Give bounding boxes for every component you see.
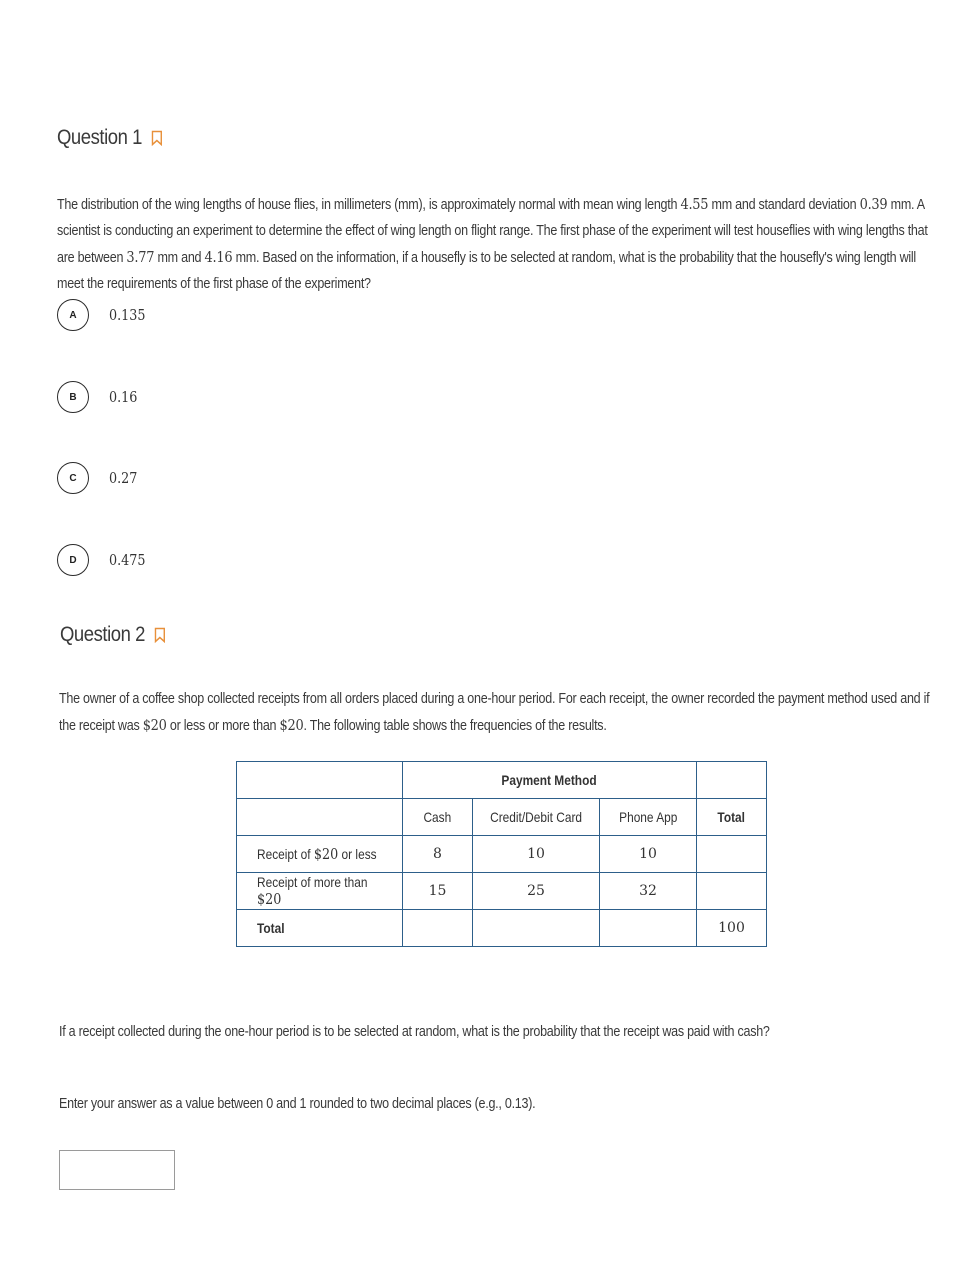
q1-sd: 0.39 (859, 195, 888, 213)
cell-value (473, 910, 600, 947)
column-header-text: Total (717, 809, 746, 825)
column-header-card (473, 799, 600, 836)
answer-instruction (59, 1091, 933, 1117)
question-2-title (60, 623, 165, 647)
question-1-title-text: Question 1 (57, 126, 142, 149)
column-header-cash (403, 799, 473, 836)
q1-text-b: mm and standard deviation (708, 197, 860, 213)
q2-intro-a: The owner of a coffee shop collected receipts from all orders placed during a one-hour period. For each receipt, the owner recorded the payment method used and if the receipt was (59, 691, 930, 734)
q2-money-2: $20 (279, 716, 304, 734)
choice-d-bubble[interactable]: D (57, 544, 89, 576)
q1-text-c: mm. A scientist is conducting an experiment to determine the effect of wing length on flight range. The first phase of the experiment will test houseflies with wing lengths that are between (57, 197, 928, 266)
q1-lower: 3.77 (126, 248, 155, 266)
q1-text-d: mm and (154, 250, 205, 266)
q2-prompt-text: If a receipt collected during the one-hour period is to be selected at random, what is the probability that the receipt was paid with cash? (59, 1024, 770, 1040)
cell-value: 32 (600, 873, 697, 910)
table-corner-cell-right (697, 762, 767, 799)
q1-upper: 4.16 (204, 248, 233, 266)
q2-intro-c: . The following table shows the frequencies of the results. (303, 718, 607, 734)
question-2-intro (59, 686, 933, 739)
group-header-text: Payment Method (501, 772, 598, 788)
q2-intro-b: or less or more than (166, 718, 280, 734)
cell-value: 10 (600, 836, 697, 873)
row-label-pre: Receipt of more than (257, 874, 368, 890)
column-header-text: Phone App (618, 809, 678, 825)
choice-c-bubble[interactable]: C (57, 462, 89, 494)
question-1-text (57, 191, 931, 297)
column-header-text: Credit/Debit Card (490, 809, 582, 825)
choice-b-bubble[interactable]: B (57, 381, 89, 413)
row-label-money: $20 (313, 845, 339, 863)
instruction-text: Enter your answer as a value between 0 and 1 rounded to two decimal places (e.g., 0.13). (59, 1096, 536, 1112)
choice-d-value: 0.475 (109, 551, 146, 569)
table-row (237, 873, 767, 910)
bookmark-icon[interactable] (154, 627, 165, 643)
row-label-pre: Receipt of (257, 846, 314, 862)
table-row (237, 836, 767, 873)
cell-value: 8 (403, 836, 473, 873)
cell-value: 10 (473, 836, 600, 873)
choice-b[interactable] (57, 381, 142, 413)
cell-value: 15 (403, 873, 473, 910)
cell-total (697, 873, 767, 910)
choice-c[interactable] (57, 462, 142, 494)
table-total-row (237, 910, 767, 947)
table-header-blank (237, 799, 403, 836)
row-label-text: Total (257, 920, 285, 936)
question-2-prompt (59, 1019, 933, 1045)
cell-value (600, 910, 697, 947)
choice-a-value: 0.135 (109, 306, 146, 324)
question-1-title (57, 126, 162, 150)
q2-money-1: $20 (142, 716, 167, 734)
row-label-20-or-less (237, 836, 403, 873)
choice-d[interactable] (57, 544, 152, 576)
row-label-text (257, 845, 377, 863)
q1-text-a: The distribution of the wing lengths of house flies, in millimeters (mm), is approximately normal with mean wing length (57, 197, 681, 213)
bookmark-icon[interactable] (151, 130, 162, 146)
cell-grand-total: 100 (697, 910, 767, 947)
group-header-payment-method (403, 762, 697, 799)
row-label-text (257, 874, 380, 908)
row-label-more-than-20 (237, 873, 403, 910)
table-header-row (237, 799, 767, 836)
table-corner-cell (237, 762, 403, 799)
row-label-money: $20 (257, 890, 282, 908)
row-label-post: or less (338, 846, 377, 862)
column-header-phone-app (600, 799, 697, 836)
question-2-title-text: Question 2 (60, 623, 145, 646)
answer-input[interactable] (59, 1150, 175, 1190)
column-header-text: Cash (423, 809, 452, 825)
choice-a[interactable] (57, 299, 152, 331)
cell-total (697, 836, 767, 873)
column-header-total (697, 799, 767, 836)
choice-c-value: 0.27 (109, 469, 138, 487)
frequency-table (236, 761, 767, 947)
row-label-total (237, 910, 403, 947)
q1-mean: 4.55 (680, 195, 709, 213)
choice-b-value: 0.16 (109, 388, 138, 406)
choice-a-bubble[interactable]: A (57, 299, 89, 331)
cell-value (403, 910, 473, 947)
table-header-group-row (237, 762, 767, 799)
cell-value: 25 (473, 873, 600, 910)
q1-text-e: mm. Based on the information, if a housefly is to be selected at random, what is the probability that the housefly's wing length will meet the requirements of the first phase of the experiment? (57, 250, 916, 292)
